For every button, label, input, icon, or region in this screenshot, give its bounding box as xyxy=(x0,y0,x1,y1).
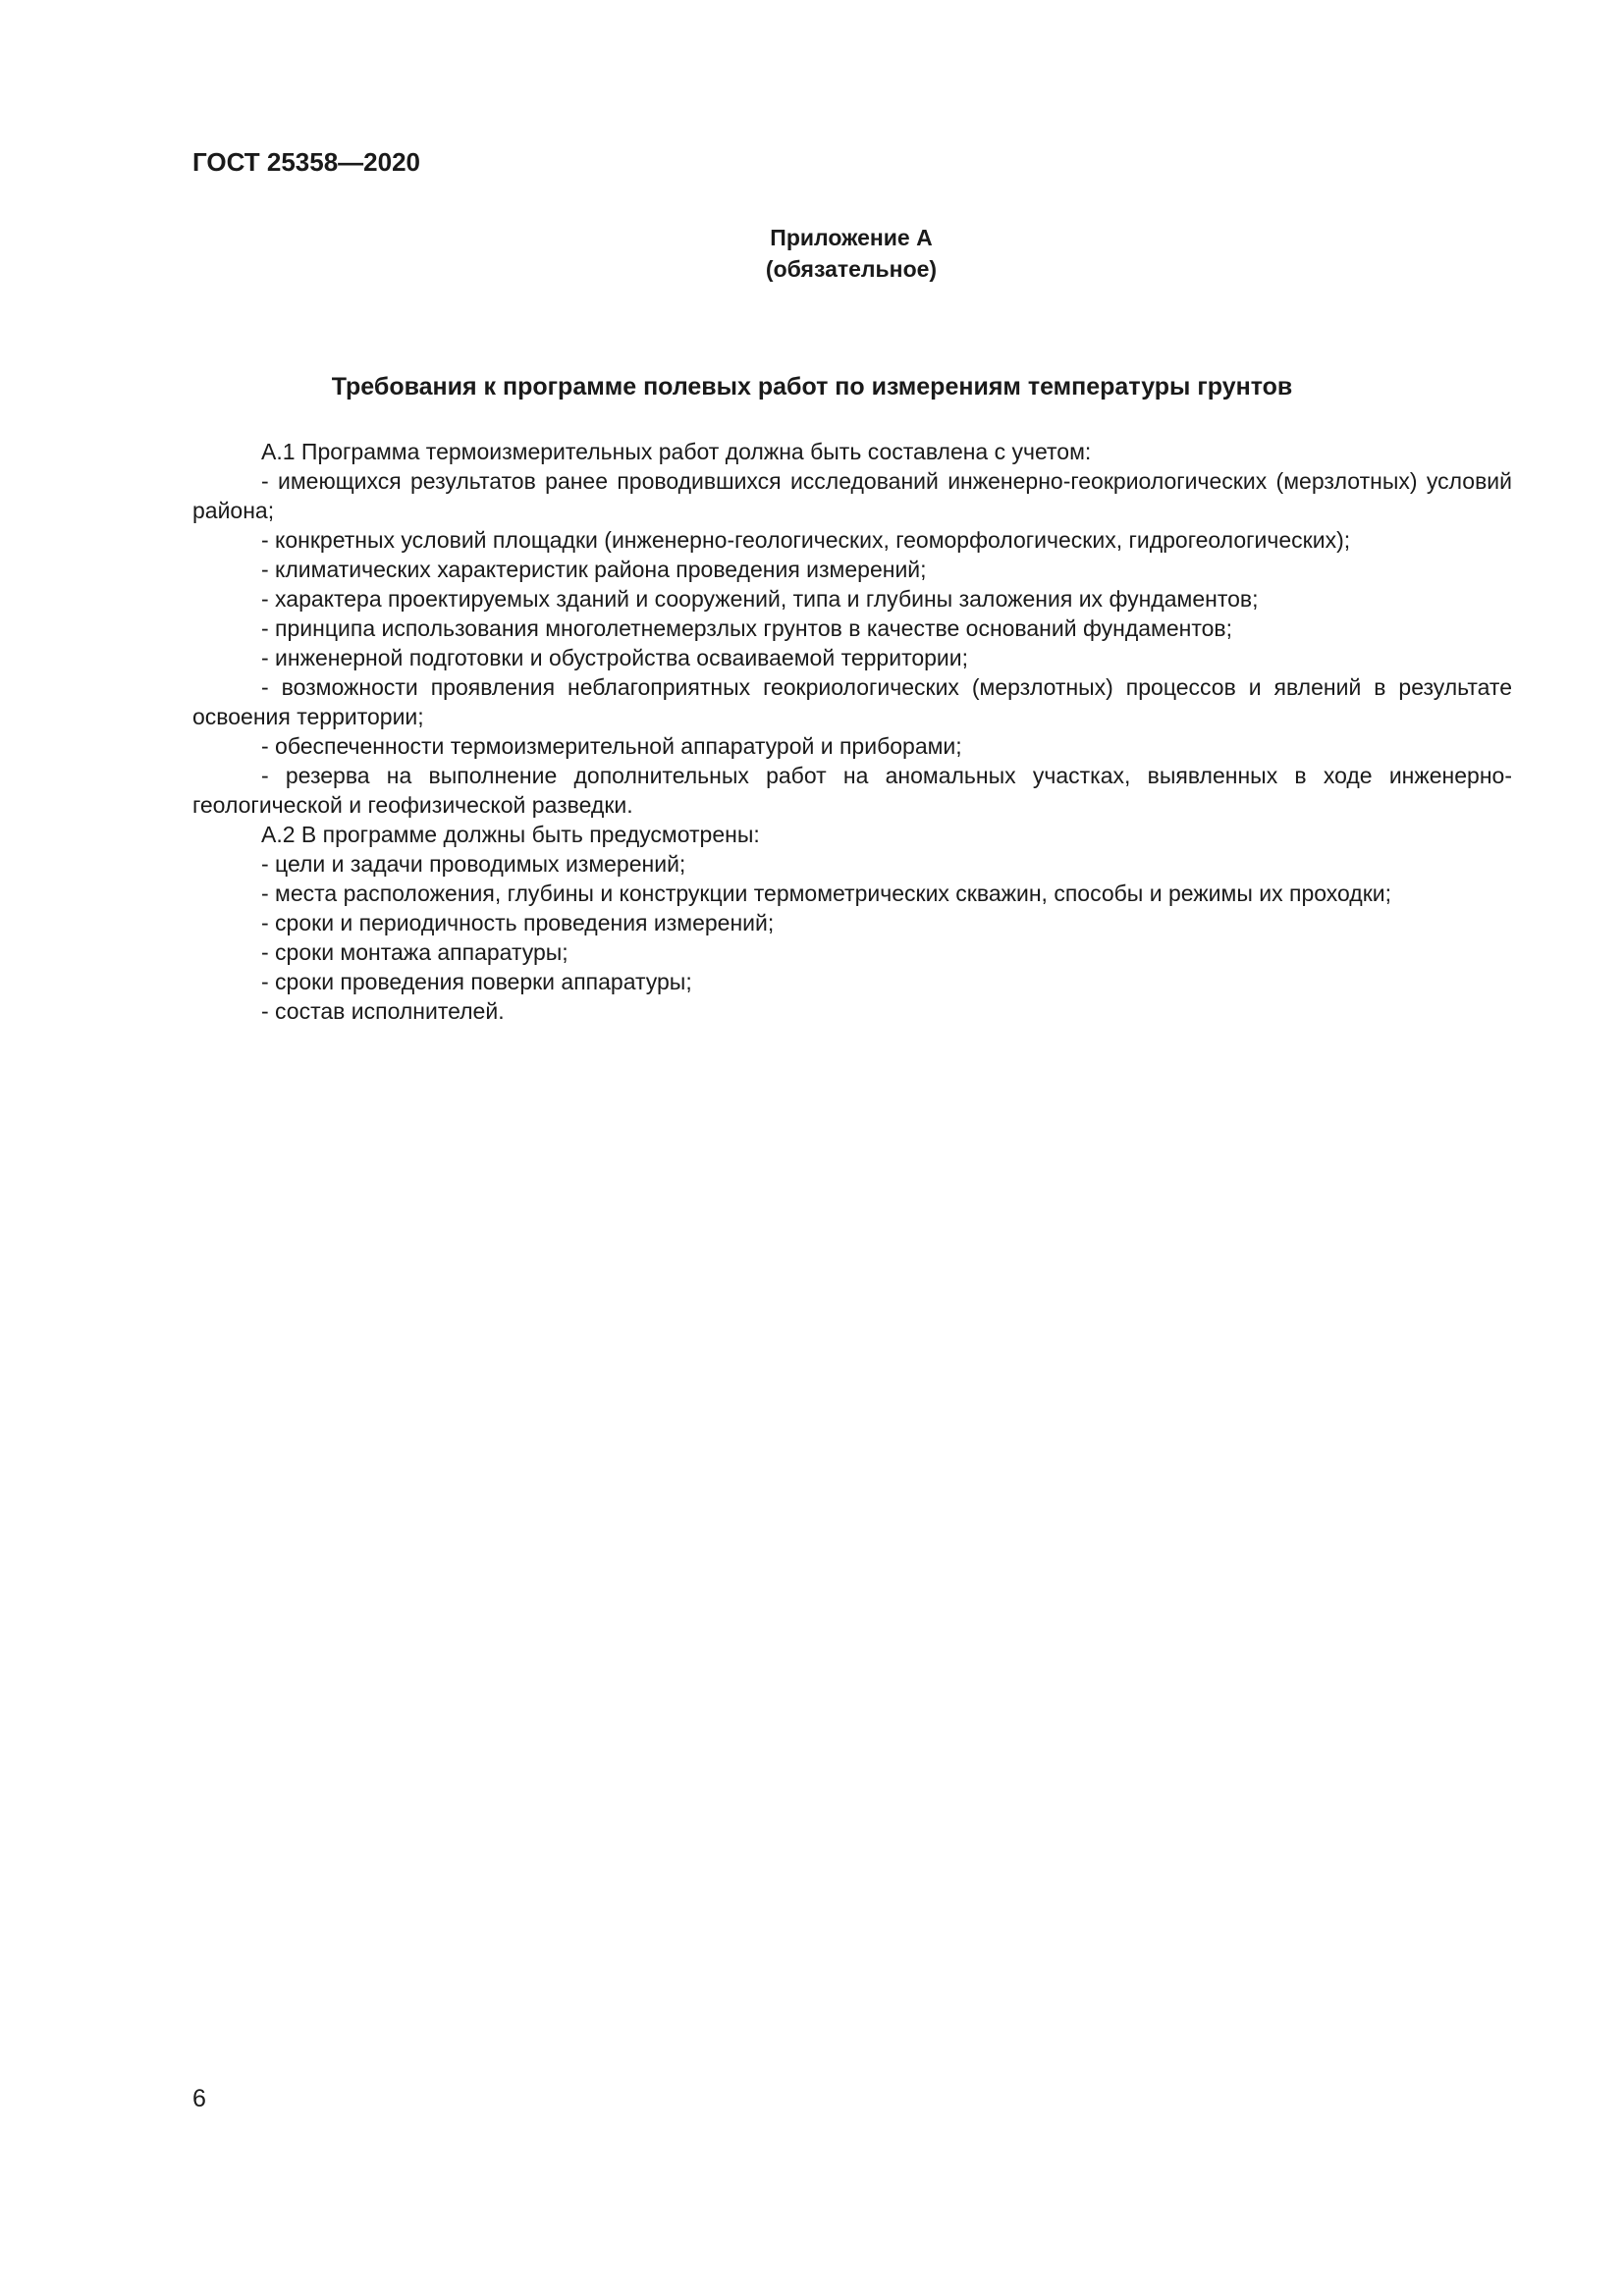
list-item: - климатических характеристик района проведения измерений; xyxy=(261,557,927,582)
list-item: - резерва на выполнение дополнительных работ на аномальных участках, выявленных в ходе инженерно-геологической и геофизической разведки. xyxy=(192,763,1512,818)
paragraph: А.1 Программа термоизмерительных работ должна быть составлена с учетом: xyxy=(261,439,1092,464)
list-item: - состав исполнителей. xyxy=(261,998,505,1024)
list-item: - характера проектируемых зданий и сооружений, типа и глубины заложения их фундаментов; xyxy=(261,586,1259,612)
document-body xyxy=(192,437,1512,1026)
list-item: - сроки проведения поверки аппаратуры; xyxy=(261,969,692,994)
list-item: - обеспеченности термоизмерительной аппаратурой и приборами; xyxy=(261,733,962,759)
section-title: Требования к программе полевых работ по измерениям температуры грунтов xyxy=(331,373,1293,400)
page-number: 6 xyxy=(192,2085,206,2112)
annex-status: (обязательное) xyxy=(765,256,938,282)
list-item: - цели и задачи проводимых измерений; xyxy=(261,851,686,877)
paragraph: А.2 В программе должны быть предусмотрены: xyxy=(261,822,760,847)
document-code: ГОСТ 25358—2020 xyxy=(192,147,420,177)
list-item: - конкретных условий площадки (инженерно-геологических, геоморфологических, гидрогеологических); xyxy=(261,527,1351,553)
annex-heading xyxy=(0,222,1624,285)
list-item: - места расположения, глубины и конструкции термометрических скважин, способы и режимы их проходки; xyxy=(261,881,1392,906)
list-item: - принципа использования многолетнемерзлых грунтов в качестве оснований фундаментов; xyxy=(261,615,1233,641)
list-item: - сроки и периодичность проведения измерений; xyxy=(261,910,775,935)
annex-title: Приложение А xyxy=(770,225,933,250)
list-item: - инженерной подготовки и обустройства осваиваемой территории; xyxy=(261,645,969,670)
list-item: - имеющихся результатов ранее проводившихся исследований инженерно-геокриологических (мерзлотных) условий района; xyxy=(192,468,1512,523)
list-item: - возможности проявления неблагоприятных геокриологических (мерзлотных) процессов и явлений в результате освоения территории; xyxy=(192,674,1512,729)
list-item: - сроки монтажа аппаратуры; xyxy=(261,939,568,965)
